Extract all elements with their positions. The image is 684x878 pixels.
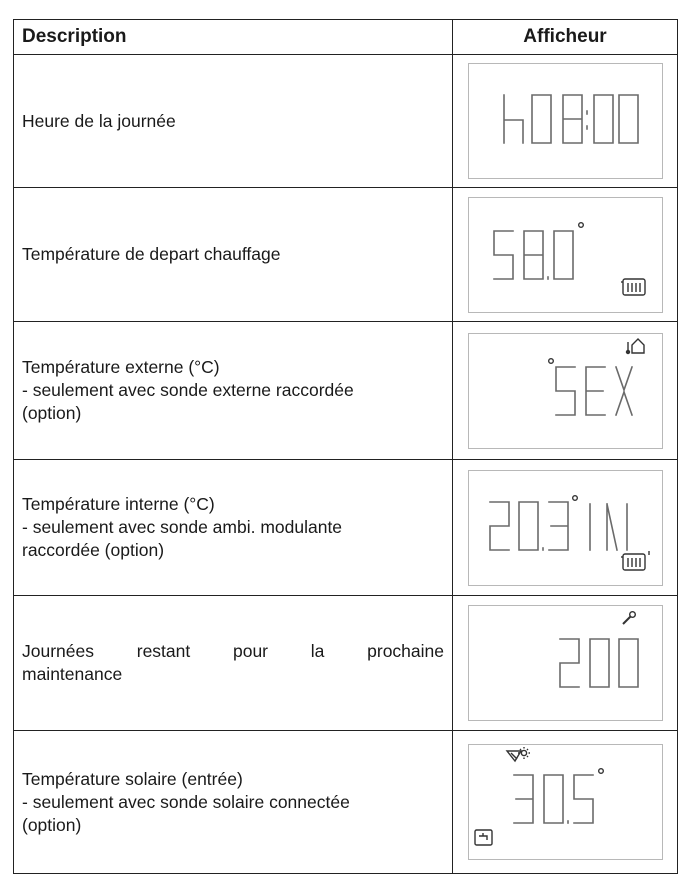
description-line: Journées restant pour la prochaine [22, 641, 444, 661]
table-row [14, 322, 678, 460]
row-description [14, 322, 453, 460]
lcd-readout [469, 745, 662, 859]
lcd-digits-30.5 [514, 775, 593, 823]
lcd-display [468, 605, 663, 721]
column-header-description: Description [14, 20, 453, 55]
row-display [453, 460, 678, 596]
description-line: Température interne (°C) [22, 494, 215, 514]
description-line: raccordée (option) [22, 540, 165, 560]
lcd-digits-SEX [556, 367, 632, 415]
table-header-row [14, 20, 678, 55]
lcd-display [468, 63, 663, 179]
table-row [14, 596, 678, 731]
row-description [14, 731, 453, 874]
table-row [14, 731, 678, 874]
column-header-display: Afficheur [453, 20, 678, 55]
row-display [453, 322, 678, 460]
tap-icon [475, 830, 492, 845]
row-description [14, 460, 453, 596]
description-line: (option) [22, 814, 82, 835]
row-display [453, 55, 678, 188]
row-display [453, 731, 678, 874]
lcd-display [468, 744, 663, 860]
description-line: maintenance [22, 664, 123, 684]
radiator-icon [621, 551, 649, 570]
lcd-digits-58.0 [494, 231, 573, 279]
description-line: Heure de la journée [22, 110, 176, 131]
table-row [14, 55, 678, 188]
solar-panel-icon [507, 747, 530, 761]
description-line: Température solaire (entrée) [22, 768, 243, 789]
description-line: - seulement avec sonde externe raccordée [22, 380, 354, 400]
lcd-readout [469, 334, 662, 448]
lcd-digits-h0800 [504, 95, 638, 143]
degree-symbol [572, 495, 577, 500]
lcd-digits-20.3-IN [490, 502, 627, 550]
lcd-readout [469, 64, 662, 178]
lcd-readout [469, 198, 662, 312]
description-line: Température externe (°C) [22, 357, 220, 377]
description-line: Température de depart chauffage [22, 244, 281, 264]
lcd-digits-200 [560, 639, 638, 687]
degree-symbol [598, 769, 603, 774]
degree-symbol [548, 358, 553, 363]
lcd-display [468, 470, 663, 586]
thermometer-house-icon [625, 339, 643, 354]
description-line: - seulement avec sonde ambi. modulante [22, 517, 343, 537]
radiator-icon [621, 279, 645, 295]
lcd-display [468, 333, 663, 449]
wrench-icon [623, 612, 635, 624]
lcd-readout [469, 606, 662, 720]
description-line: - seulement avec sonde solaire connectée [22, 791, 350, 812]
row-display [453, 188, 678, 322]
table-row [14, 460, 678, 596]
row-description [14, 55, 453, 188]
description-display-table [13, 19, 678, 874]
row-display [453, 596, 678, 731]
lcd-display [468, 197, 663, 313]
table-row [14, 188, 678, 322]
lcd-readout [469, 471, 662, 585]
degree-symbol [578, 222, 583, 227]
row-description [14, 188, 453, 322]
row-description [14, 596, 453, 731]
description-line: (option) [22, 403, 82, 423]
